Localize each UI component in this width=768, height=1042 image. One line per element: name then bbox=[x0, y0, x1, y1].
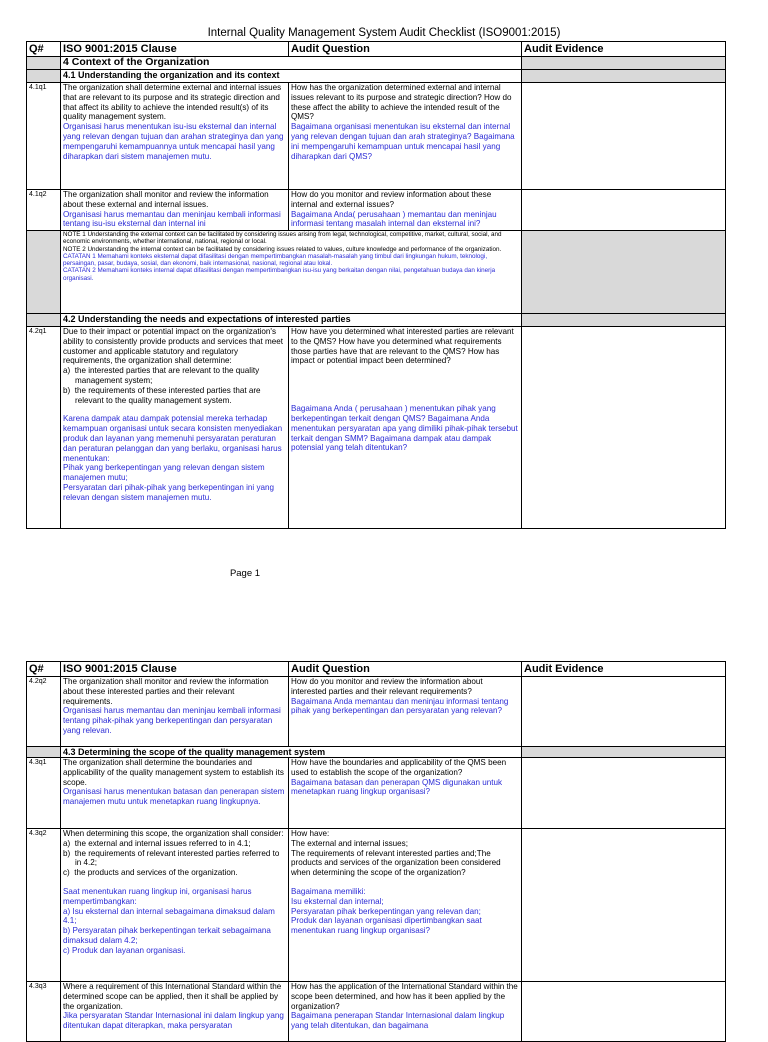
clause-item-c bbox=[63, 868, 286, 878]
note-2-my: CATATAN 2 Memahami konteks internal dapat difasilitasi dengan mempertimbangkan isu-isu yang berkaitan dengan nilai, pengetahuan budaya dan kinerja organisasi. bbox=[63, 267, 496, 282]
question-text-my: Bagaimana organisasi menentukan isu eksternal dan internal yang relevan dengan tujuan dan arah strateginya? Bagaimana ini mempengaruhi kemampuan untuk mencapai hasil yang diharapkan dari QMS? bbox=[291, 122, 515, 161]
clause-item-b bbox=[63, 386, 286, 406]
table-row bbox=[27, 327, 726, 529]
question-text-my: Bagaimana Anda( perusahaan ) memantau dan meninjau informasi tentang masalah internal dan eksternal ini? bbox=[291, 209, 497, 229]
question-text-en: How has the application of the International Standard within the scope been determined, and how has it been applied by the organization? bbox=[291, 982, 518, 1011]
note-row bbox=[27, 231, 726, 314]
evidence-cell[interactable] bbox=[522, 83, 726, 190]
clause-item-my-c: c) Produk dan layanan organisasi. bbox=[63, 945, 186, 955]
subsection-title: 4.3 Determining the scope of the quality management system bbox=[61, 747, 522, 758]
note-1-my: CATATAN 1 Memahami konteks eksternal dapat difasilitasi dengan mempertimbangkan masalah-masalah yang timbul dari lingkungan hukum, teknologi, persaingan, pasar, budaya, sosial, dan ekonomi, baik internasional, nasional, regional atau lokal. bbox=[63, 252, 488, 268]
item-label: b) bbox=[63, 385, 71, 395]
clause-item-a bbox=[63, 366, 286, 386]
header-evidence: Audit Evidence bbox=[522, 42, 726, 57]
question-text-my: Bagaimana batasan dan penerapan QMS digunakan untuk menetapkan ruang lingkup organisasi? bbox=[291, 777, 503, 797]
document-title: Internal Quality Management System Audit Checklist (ISO9001:2015) bbox=[207, 27, 561, 39]
section-evidence-cell bbox=[522, 57, 726, 70]
item-text: the requirements of relevant interested parties referred to in 4.2; bbox=[74, 848, 280, 868]
table-row bbox=[27, 829, 726, 982]
clause-text-my: Organisasi harus menentukan isu-isu eksternal dan internal yang relevan dengan tujuan dan arahan strateginya dan yang mempengaruhi kemampuannya untuk mencapai hasil yang diharapkan dari sistem manajemen mutu. bbox=[63, 122, 284, 161]
evidence-cell[interactable] bbox=[522, 190, 726, 231]
header-clause: ISO 9001:2015 Clause bbox=[61, 42, 289, 57]
subsection-q-cell bbox=[27, 314, 61, 327]
clause-text-en: The organization shall determine external and internal issues that are relevant to its purpose and its strategic direction and that affect its ability to achieve the intended result(s) of its quality management system. bbox=[63, 83, 282, 122]
evidence-cell[interactable] bbox=[522, 758, 726, 829]
question-cell bbox=[289, 83, 522, 190]
question-text-en-3: The requirements of relevant interested parties and;The products and services of the organization been considered when determining the scope of the organization? bbox=[291, 848, 501, 878]
evidence-cell[interactable] bbox=[522, 829, 726, 982]
subsection-q-cell bbox=[27, 747, 61, 758]
header-clause: ISO 9001:2015 Clause bbox=[61, 662, 289, 677]
clause-cell bbox=[61, 190, 289, 231]
item-text: the products and services of the organization. bbox=[74, 868, 238, 878]
question-cell bbox=[289, 982, 522, 1042]
header-row bbox=[27, 42, 726, 57]
subsection-evidence-cell bbox=[522, 70, 726, 83]
clause-text-my: Organisasi harus memantau dan meninjau kembali informasi tentang isu-isu eksternal dan internal ini bbox=[63, 209, 281, 229]
question-id: 4.1q2 bbox=[27, 190, 61, 231]
question-text-my-2: Isu eksternal dan internal; bbox=[291, 896, 384, 906]
subsection-title: 4.2 Understanding the needs and expectations of interested parties bbox=[61, 314, 522, 327]
question-id: 4.2q2 bbox=[27, 677, 61, 747]
table-row bbox=[27, 982, 726, 1042]
evidence-cell[interactable] bbox=[522, 982, 726, 1042]
clause-text-my: Organisasi harus menentukan batasan dan penerapan sistem manajemen mutu untuk menetapkan ruang lingkupnya. bbox=[63, 787, 285, 807]
subsection-row-4-1 bbox=[27, 70, 726, 83]
question-cell bbox=[289, 829, 522, 982]
clause-item-my-b: Persyaratan dari pihak-pihak yang berkepentingan ini yang relevan dengan sistem manajemen mutu. bbox=[63, 482, 275, 502]
question-text-en-2: The external and internal issues; bbox=[291, 838, 408, 848]
clause-cell bbox=[61, 758, 289, 829]
question-text-en-1: How have: bbox=[291, 829, 330, 838]
question-text-my: Bagaimana Anda memantau dan meninjau informasi tentang pihak yang berkepentingan dan persyaratan yang relevan? bbox=[291, 696, 509, 716]
question-id: 4.3q3 bbox=[27, 982, 61, 1042]
page-number: Page 1 bbox=[229, 568, 261, 579]
clause-text-my: Jika persyaratan Standar Internasional ini dalam lingkup yang ditentukan dapat diterapkan, maka persyaratan bbox=[63, 1011, 284, 1031]
question-text-en: How have you determined what interested parties are relevant to the QMS? How have you determined what requirements those parties have that are relevant to the QMS? How has impact or potential impact been determined? bbox=[291, 327, 514, 366]
header-evidence: Audit Evidence bbox=[522, 662, 726, 677]
evidence-cell[interactable] bbox=[522, 327, 726, 529]
clause-text-en: Where a requirement of this International Standard within the determined scope can be applied, then it shall be applied by the organization. bbox=[63, 982, 282, 1011]
note-cell bbox=[61, 231, 522, 314]
question-id: 4.2q1 bbox=[27, 327, 61, 529]
question-text-my: Bagaimana penerapan Standar Internasional dalam lingkup yang telah ditentukan, dan bagaimana bbox=[291, 1011, 505, 1031]
question-cell bbox=[289, 677, 522, 747]
question-text-my: Bagaimana Anda ( perusahaan ) menentukan pihak yang berkepentingan terkait dengan QMS? Bagaimana Anda menentukan persyaratan apa yang dimiliki pihak-pihak tersebut terkait dengan SMM? Bagaimana dampak atau dampak potensial yang telah ditentukan? bbox=[291, 404, 518, 453]
header-row bbox=[27, 662, 726, 677]
clause-text-my: Organisasi harus memantau dan meninjau kembali informasi tentang pihak-pihak yang berkepentingan dan persyaratan yang relevan. bbox=[63, 706, 281, 735]
clause-text-en: Due to their impact or potential impact on the organization's ability to consistently provide products and services that meet customer and applicable statutory and regulatory requirements, the organization shall determine: bbox=[63, 327, 283, 366]
header-question: Audit Question bbox=[289, 42, 522, 57]
question-text-my-4: Produk dan layanan organisasi dipertimbangkan saat menentukan ruang lingkup organisasi? bbox=[291, 916, 482, 936]
item-text: the external and internal issues referred to in 4.1; bbox=[74, 838, 251, 848]
question-text-en: How do you monitor and review the information about interested parties and their relevant requirements? bbox=[291, 677, 483, 696]
note-q-cell bbox=[27, 231, 61, 314]
clause-cell bbox=[61, 677, 289, 747]
question-text-en: How has the organization determined external and internal issues relevant to its purpose and strategic direction? How do these affect the ability to achieve the intended result of the QMS? bbox=[291, 83, 512, 122]
clause-text-my: Karena dampak atau dampak potensial mereka terhadap kemampuan organisasi untuk secara konsisten menyediakan produk dan layanan yang memenuhi persyaratan peraturan dan peraturan pelanggan dan yang berlaku, organisasi harus menentukan: bbox=[63, 414, 283, 463]
question-cell bbox=[289, 327, 522, 529]
section-q-cell bbox=[27, 57, 61, 70]
item-label: b) bbox=[63, 848, 71, 858]
question-id: 4.3q2 bbox=[27, 829, 61, 982]
item-text: the requirements of these interested parties that are relevant to the quality management system. bbox=[74, 385, 261, 405]
table-row bbox=[27, 83, 726, 190]
section-row-4 bbox=[27, 57, 726, 70]
clause-text-en: The organization shall monitor and review the information about these external and internal issues. bbox=[63, 190, 269, 209]
clause-item-my-a: Pihak yang berkepentingan yang relevan dengan sistem manajemen mutu; bbox=[63, 463, 265, 483]
audit-checklist-table-1 bbox=[26, 41, 726, 529]
clause-text-en: When determining this scope, the organization shall consider: bbox=[63, 829, 284, 838]
header-q: Q# bbox=[27, 662, 61, 677]
item-label: a) bbox=[63, 366, 71, 376]
item-label: a) bbox=[63, 838, 71, 848]
subsection-evidence-cell bbox=[522, 314, 726, 327]
question-id: 4.3q1 bbox=[27, 758, 61, 829]
clause-text-en: The organization shall determine the boundaries and applicability of the quality management system to establish its scope. bbox=[63, 758, 284, 787]
table-row bbox=[27, 190, 726, 231]
question-cell bbox=[289, 758, 522, 829]
table-row bbox=[27, 677, 726, 747]
header-question: Audit Question bbox=[289, 662, 522, 677]
clause-text-my: Saat menentukan ruang lingkup ini, organisasi harus mempertimbangkan: bbox=[63, 886, 252, 906]
question-text-en: How have the boundaries and applicability of the QMS been used to establish the scope of the organization? bbox=[291, 758, 507, 777]
clause-cell bbox=[61, 829, 289, 982]
question-cell bbox=[289, 190, 522, 231]
clause-text-en: The organization shall monitor and review the information about these interested parties and their relevant requirements. bbox=[63, 677, 269, 706]
clause-cell bbox=[61, 982, 289, 1042]
question-text-my-3: Persyaratan pihak berkepentingan yang relevan dan; bbox=[291, 906, 481, 916]
note-1-en: NOTE 1 Understanding the external context can be facilitated by considering issues arising from legal, technological, competitive, market, cultural, social, and economic environments, whether international, national, regional or local. bbox=[63, 231, 502, 246]
question-id: 4.1q1 bbox=[27, 83, 61, 190]
subsection-evidence-cell bbox=[522, 747, 726, 758]
subsection-title: 4.1 Understanding the organization and its context bbox=[61, 70, 522, 83]
section-title: 4 Context of the Organization bbox=[61, 57, 522, 70]
clause-cell bbox=[61, 327, 289, 529]
question-text-en: How do you monitor and review information about these internal and external issues? bbox=[291, 190, 492, 209]
clause-item-b bbox=[63, 849, 286, 869]
item-text: the interested parties that are relevant to the quality management system; bbox=[74, 366, 260, 385]
clause-item-a bbox=[63, 839, 286, 849]
evidence-cell[interactable] bbox=[522, 677, 726, 747]
audit-checklist-table-2 bbox=[26, 661, 726, 1042]
subsection-row-4-3 bbox=[27, 747, 726, 758]
item-label: c) bbox=[63, 868, 70, 878]
clause-cell bbox=[61, 83, 289, 190]
note-evidence-cell bbox=[522, 231, 726, 314]
clause-item-my-a: a) Isu eksternal dan internal sebagaimana dimaksud dalam 4.1; bbox=[63, 906, 275, 926]
clause-item-my-b: b) Persyaratan pihak berkepentingan terkait sebagaimana dimaksud dalam 4.2; bbox=[63, 926, 271, 945]
note-2-en: NOTE 2 Understanding the internal context can be facilitated by considering issues related to values, culture knowledge and performance of the organization. bbox=[63, 245, 502, 253]
header-q: Q# bbox=[27, 42, 61, 57]
table-row bbox=[27, 758, 726, 829]
subsection-row-4-2 bbox=[27, 314, 726, 327]
subsection-q-cell bbox=[27, 70, 61, 83]
question-text-my-1: Bagaimana memiliki: bbox=[291, 886, 366, 896]
